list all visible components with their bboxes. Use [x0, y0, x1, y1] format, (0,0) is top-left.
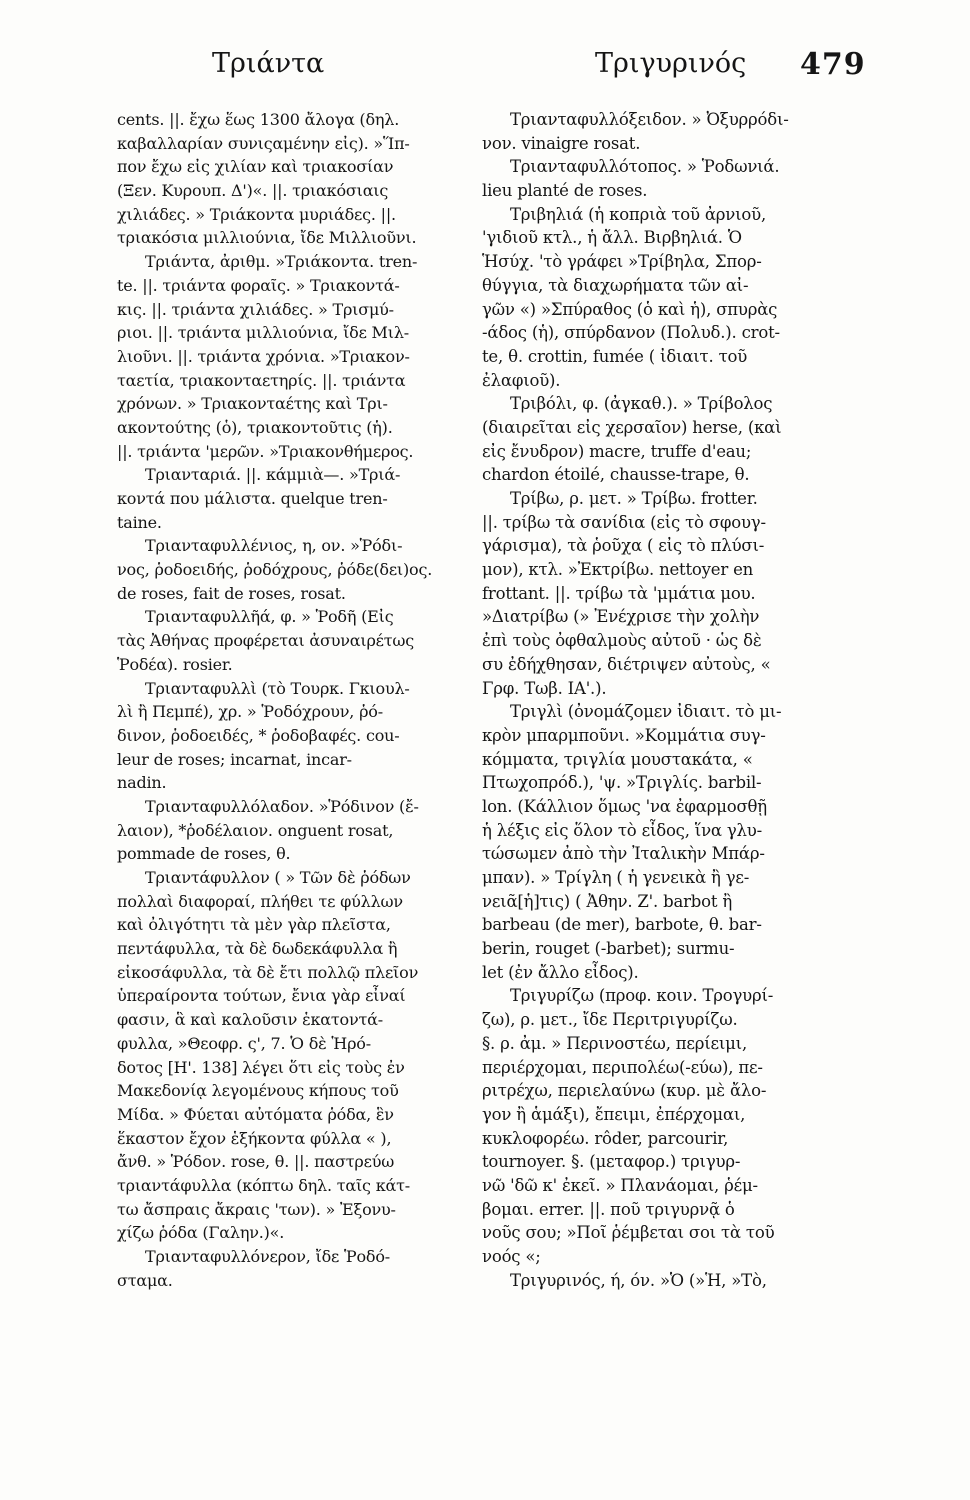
text-line: ἕκαστον ἔχον ἑξήκοντα φύλλα « ),: [117, 1128, 392, 1148]
text-line: Τριανταφυλλὶ (τὸ Τουρκ. Γκιουλ-: [145, 678, 410, 698]
text-line: Τριανταφυλλόνερον, ἴδε Ῥοδό-: [145, 1247, 390, 1266]
text-line: chardon étoilé, chausse-trape, θ.: [482, 465, 750, 485]
text-line: χρόνων. » Τριακονταέτης καὶ Τρι-: [117, 394, 388, 414]
text-line: χιλιάδες. » Τριάκοντα μυριάδες. ||.: [117, 204, 396, 224]
text-line: νοός «;: [482, 1247, 541, 1266]
left-column: [117, 108, 464, 1292]
text-line: τώσωμεν ἀπὸ τὴν Ἰταλικὴν Μπάρ-: [482, 844, 765, 864]
text-line: κόμματα, τριγλία μουστακάτα, «: [482, 749, 753, 769]
text-line: Τριβόλι, φ. (ἀγκαθ.). » Τρίβολος: [510, 394, 773, 414]
text-line: χίζω ῥόδα (Γαλην.)«.: [117, 1223, 285, 1243]
text-line: te, θ. crottin, fumée ( ἰδιαιτ. τοῦ: [482, 346, 748, 366]
text-line: Τριανταφυλλόξειδον. » Ὀξυρρόδι-: [510, 110, 789, 129]
text-line: λὶ ἢ Πεμπέ), χρ. » Ῥοδόχρουν, ῥό-: [117, 702, 383, 722]
text-line: ἡ λέξις εἰς ὅλον τὸ εἶδος, ἵνα γλυ-: [482, 820, 763, 840]
text-line: νειᾶ[ἡ]τις) ( Ἀθην. Ζ'. barbot ἢ: [482, 891, 733, 911]
text-line: -άδος (ἡ), σπύρδανον (Πολυδ.). crot-: [482, 323, 780, 343]
text-line: ριτρέχω, περιελαύνω (κυρ. μὲ ἄλο-: [482, 1081, 767, 1101]
text-line: Μακεδονίᾳ λεγομένους κήπους τοῦ: [117, 1081, 399, 1101]
text-line: Τριανταφυλλῆά, φ. » Ῥοδῆ (Εἰς: [145, 607, 394, 627]
text-line: Ἡσύχ. 'τὸ γράφει »Τρίβηλα, Σπορ-: [482, 252, 762, 272]
page-number: 479: [800, 47, 866, 82]
text-line: τριακόσια μιλλιούνια, ἴδε Μιλλιοῦνι.: [117, 228, 417, 248]
text-line: Τριανταφυλλένιος, η, ον. »Ῥόδι-: [145, 536, 403, 556]
header-left-word: Τριάντα: [212, 48, 325, 79]
text-line: δινον, ῥοδοειδές, * ῥοδοβαφές. cou-: [117, 725, 400, 745]
text-line: Τριγυρίζω (προφ. κοιν. Τρογυρί-: [510, 986, 774, 1006]
text-line: θύγγια, τὰ διαχωρήματα τῶν αἰ-: [482, 275, 749, 295]
text-line: (διαιρεῖται εἰς χερσαῖον) herse, (καὶ: [482, 417, 782, 437]
text-line: ||. τρίβω τὰ σανίδια (εἰς τὸ σφουγ-: [482, 512, 766, 532]
text-line: frottant. ||. τρίβω τὰ 'μμάτια μου.: [482, 583, 756, 603]
text-line: leur de roses; incarnat, incar-: [117, 749, 352, 769]
text-line: ||. τριάντα 'μερῶν. »Τριακονθήμερος.: [117, 441, 414, 461]
text-line: Πτωχοπρόδ.), 'ψ. »Τριγλίς. barbil-: [482, 773, 762, 793]
text-line: μπαν). » Τρίγλη ( ἡ γενεικὰ ἢ γε-: [482, 868, 750, 887]
text-line: φυλλα, »Θεοφρ. ς', 7. Ὁ δὲ Ἡρό-: [117, 1033, 371, 1053]
text-line: nadin.: [117, 773, 167, 793]
text-line: Μίδα. » Φύεται αὐτόματα ῥόδα, ἓν: [117, 1104, 394, 1124]
text-line: νῶ 'δῶ κ' ἐκεῖ. » Πλανάομαι, ῥέμ-: [482, 1175, 758, 1195]
text-line: λιοῦνι. ||. τριάντα χρόνια. »Τριακον-: [117, 346, 410, 366]
text-line: ταετία, τριακονταετηρίς. ||. τριάντα: [117, 370, 406, 390]
text-line: Τριγυρινός, ή, όν. »Ὁ (»Ἡ, »Τὸ,: [510, 1270, 767, 1290]
text-line: barbeau (de mer), barbote, θ. bar-: [482, 915, 762, 935]
text-line: Ῥοδέα). rosier.: [117, 654, 233, 674]
text-line: πον ἔχω εἰς χιλίαν καὶ τριακοσίαν: [117, 157, 394, 177]
text-line: τριαντάφυλλα (κόπτω δηλ. ταῖς κάτ-: [117, 1175, 410, 1195]
text-line: γῶν «) »Σπύραθος (ὁ καὶ ἡ), σπυρὰς: [482, 299, 778, 319]
text-line: νος, ῥοδοειδής, ῥοδόχρους, ῥόδε(δει)ος.: [117, 560, 433, 580]
text-line: κις. ||. τριάντα χιλιάδες. » Τρισμύ-: [117, 299, 394, 319]
text-line: let (ἐν ἄλλο εἶδος).: [482, 962, 639, 982]
text-line: σταμα.: [117, 1270, 173, 1290]
text-line: »Διατρίβω (» Ἐνέχρισε τὴν χολὴν: [482, 607, 760, 627]
text-line: φασιν, ἃ καὶ καλοῦσιν ἑκατοντά-: [117, 1010, 383, 1030]
text-line: τὰς Ἀθήνας προφέρεται ἀσυναιρέτως: [117, 631, 415, 651]
text-line: Τριαντάφυλλον ( » Τῶν δὲ ῥόδων: [145, 868, 411, 887]
text-line: Τριάντα, ἀριθμ. »Τριάκοντα. tren-: [145, 252, 418, 272]
text-line: νοῦς σου; »Ποῖ ῥέμβεται σοι τὰ τοῦ: [482, 1223, 775, 1243]
text-line: εἰς ἔνυδρον) macre, truffe d'eau;: [482, 441, 752, 461]
text-line: γον ἢ ἁμάξι), ἔπειμι, ἐπέρχομαι,: [482, 1104, 746, 1124]
text-line: πεντάφυλλα, τὰ δὲ δωδεκάφυλλα ἢ: [117, 939, 398, 959]
text-line: Τριανταριά. ||. κάμμιὰ—. »Τριά-: [145, 465, 401, 485]
text-line: pommade de roses, θ.: [117, 844, 291, 864]
text-line: ἐπὶ τοὺς ὀφθαλμοὺς αὐτοῦ · ὡς δὲ: [482, 631, 762, 651]
text-line: berin, rouget (-barbet); surmu-: [482, 939, 735, 959]
text-line: δοτος [Η'. 138] λέγει ὅτι εἰς τοὺς ἐν: [117, 1057, 405, 1077]
text-line: κρὸν μπαρμποῦνι. »Κομμάτια συγ-: [482, 725, 766, 745]
text-line: taine.: [117, 512, 162, 532]
text-line: ἐλαφιοῦ).: [482, 370, 561, 390]
text-line: te. ||. τριάντα φοραῖς. » Τριακοντά-: [117, 275, 400, 295]
text-line: κυκλοφορέω. rôder, parcourir,: [482, 1128, 729, 1148]
text-line: 'γιδιοῦ κτλ., ἡ ἄλλ. Βιρβηλιά. Ὁ: [482, 228, 742, 248]
text-line: Τριβηλιά (ἡ κοπριὰ τοῦ ἀρνιοῦ,: [510, 204, 767, 224]
text-line: συ ἐδήχθησαν, διέτριψεν αὐτοὺς, «: [482, 654, 771, 674]
text-line: γάρισμα), τὰ ῥοῦχα ( εἰς τὸ πλύσι-: [482, 536, 765, 556]
text-line: τω ἄσπραις ἄκραις 'των). » Ἐξονυ-: [117, 1199, 396, 1219]
header-center-word: Τριγυρινός: [595, 48, 747, 79]
text-line: καὶ ὀλιγότητι τὰ μὲν γὰρ πλεῖστα,: [117, 915, 391, 935]
text-line: ζω), ρ. μετ., ἴδε Περιτριγυρίζω.: [482, 1010, 738, 1030]
text-line: περιέρχομαι, περιπολέω(-εύω), πε-: [482, 1057, 763, 1077]
text-line: βομαι. errer. ||. ποῦ τριγυρνᾷ ὁ: [482, 1199, 735, 1219]
text-line: (Ξεν. Κυρουπ. Δ')«. ||. τριακόσιαις: [117, 181, 389, 201]
text-line: ὑπεραίροντα τούτων, ἔνια γὰρ εἶναί: [117, 986, 406, 1006]
text-line: κοντά που μάλιστα. quelque tren-: [117, 489, 388, 508]
text-line: Τριανταφυλλότοπος. » Ῥοδωνιά.: [510, 157, 780, 177]
text-line: lon. (Κάλλιον ὅμως 'να ἐφαρμοσθῇ: [482, 796, 767, 816]
text-line: ριοι. ||. τριάντα μιλλιούνια, ἴδε Μιλ-: [117, 323, 409, 343]
text-line: tournoyer. §. (μεταφορ.) τριγυρ-: [482, 1152, 741, 1172]
text-line: μον), κτλ. »Ἐκτρίβω. nettoyer en: [482, 560, 754, 580]
text-line: καβαλλαρίαν συνιςαμένην εἰς). »Ἵπ-: [117, 133, 410, 153]
text-line: Γρφ. Τωβ. ΙΑ'.).: [482, 678, 607, 698]
text-line: Τριγλὶ (ὀνομάζομεν ἰδιαιτ. τὸ μι-: [510, 702, 782, 722]
text-line: νον. vinaigre rosat.: [482, 133, 641, 153]
text-line: cents. ||. ἔχω ἕως 1300 ἄλογα (δηλ.: [117, 110, 400, 129]
text-line: lieu planté de roses.: [482, 181, 648, 201]
text-line: Τριανταφυλλόλαδον. »Ῥόδινον (ἔ-: [145, 796, 419, 816]
text-line: πολλαὶ διαφοραί, πλήθει τε φύλλων: [117, 891, 403, 911]
text-line: ἄνθ. » Ῥόδον. rose, θ. ||. παστρεύω: [117, 1152, 395, 1172]
text-line: ακοντούτης (ὁ), τριακοντοῦτις (ἡ).: [117, 417, 393, 437]
right-column: [482, 108, 864, 1292]
text-line: Τρίβω, ρ. μετ. » Τρίβω. frotter.: [510, 489, 758, 508]
text-line: §. ρ. ἀμ. » Περινοστέω, περίειμι,: [482, 1033, 747, 1053]
text-line: de roses, fait de roses, rosat.: [117, 583, 346, 603]
text-line: εἰκοσάφυλλα, τὰ δὲ ἔτι πολλῷ πλεῖον: [117, 962, 419, 982]
text-line: λαιον), *ῥοδέλαιον. onguent rosat,: [117, 820, 394, 840]
